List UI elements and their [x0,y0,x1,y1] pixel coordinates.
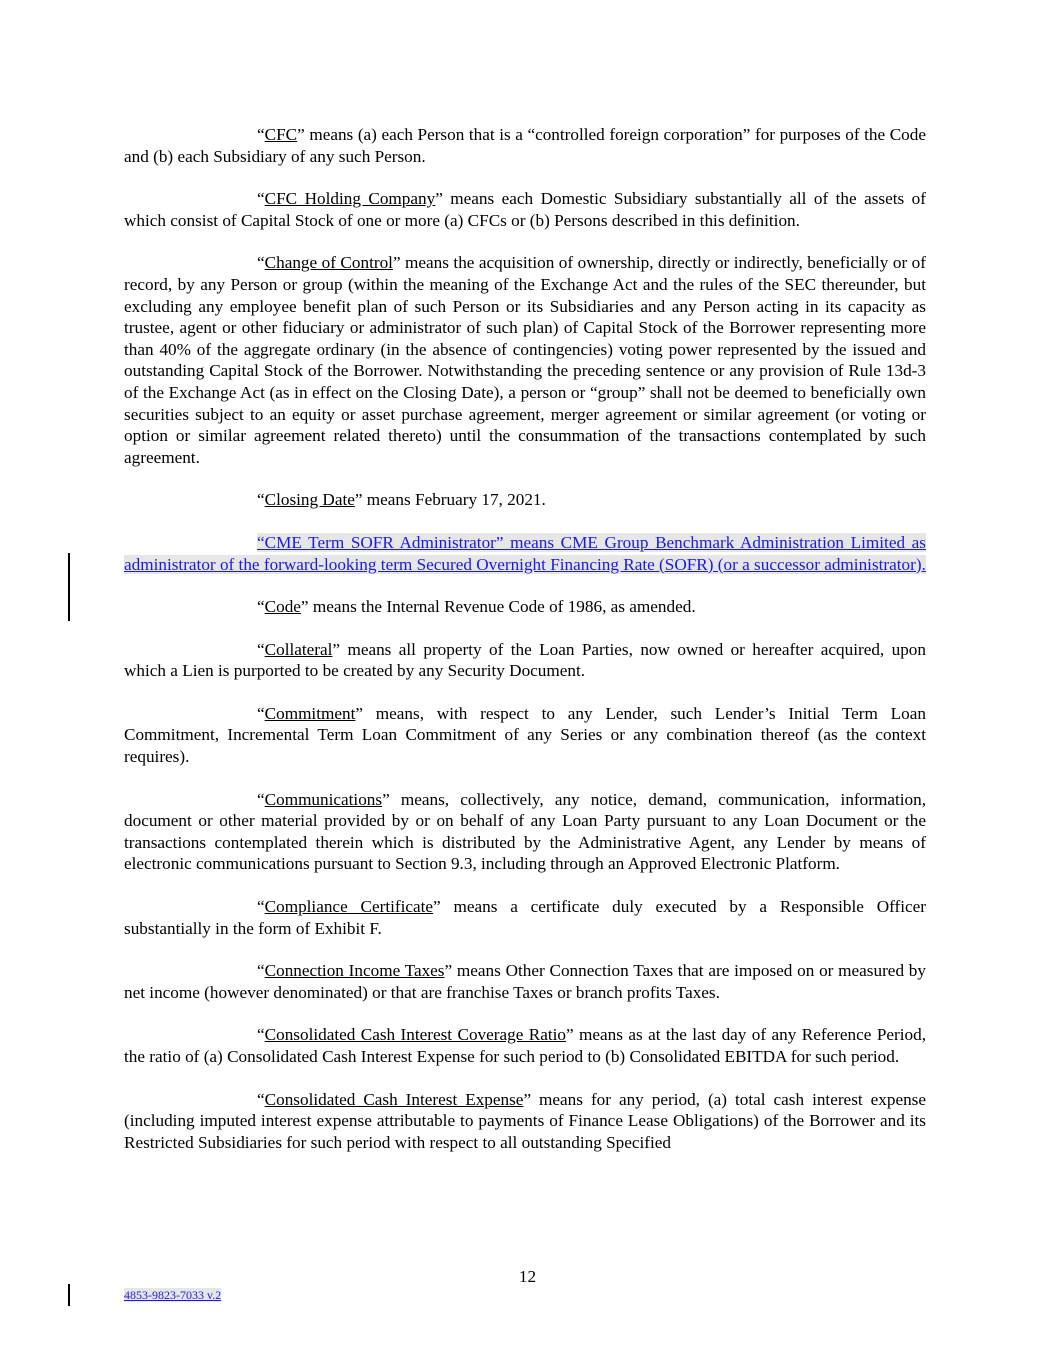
change-bar-cme-definition [68,553,70,621]
definition-text: ” means February 17, 2021. [354,490,546,510]
definition-communications [124,789,926,875]
open-quote: “ [257,490,265,510]
definition-code [124,596,926,618]
change-bar-doc-id [68,1284,70,1306]
definition-text: ” means the acquisition of ownership, directly or indirectly, beneficially or of record, by any Person or group (within the meaning of the Exchange Act and the rules of the SEC thereunder, but excluding any employee benefit plan of such Person or its Subsidiaries and any Person acting in its capacity as trustee, agent or other fiduciary or administrator of such plan) of Capital Stock of the Borrower representing more than 40% of the aggregate ordinary (in the absence of contingencies) voting power represented by the issued and outstanding Capital Stock of the Borrower. Notwithstanding the preceding sentence or any provision of Rule 13d-3 of the Exchange Act (as in effect on the Closing Date), a person or “group” shall not be deemed to beneficially own securities subject to an equity or asset purchase agreement, merger agreement or similar agreement (or voting or option or similar agreement related thereto) until the consummation of the transactions contemplated by such agreement. [124,253,926,467]
definition-text: ” means, with respect to any Lender, such Lender’s Initial Term Loan Commitment, Incremental Term Loan Commitment of any Series or any combination thereof (as the context requires). [124,703,926,767]
open-quote: “ [257,1025,265,1045]
definition-text: ” means, collectively, any notice, demand, communication, information, document or other material provided by or on behalf of any Loan Party pursuant to any Loan Document or the transactions contemplated therein which is distributed by the Administrative Agent, any Lender by means of electronic communications pursuant to Section 9.3, including through an Approved Electronic Platform. [124,789,926,874]
open-quote: “ [257,703,265,723]
defined-term: Consolidated Cash Interest Expense [264,1089,524,1109]
definition-text: ” means all property of the Loan Parties, now owned or hereafter acquired, upon which a Lien is purported to be created by any Security Document. [124,639,926,681]
defined-term: Closing Date [264,490,355,510]
definition-compliance-certificate [124,896,926,939]
definition-text: ” means (a) each Person that is a “controlled foreign corporation” for purposes of the Code and (b) each Subsidiary of any such Person. [124,125,926,166]
open-quote: “ [257,961,265,981]
definition-cfc [124,124,926,167]
definition-cfc-holding-company [124,188,926,231]
definition-text: ” means for any period, (a) total cash interest expense (including imputed interest expense attributable to payments of Finance Lease Obligations) of the Borrower and its Restricted Subsidiaries for such period with respect to all outstanding Specified [124,1089,926,1152]
defined-term: Code [264,597,301,617]
open-quote: “ [257,639,265,659]
definition-text: ” means as at the last day of any Reference Period, the ratio of (a) Consolidated Cash Interest Expense for such period to (b) Consolidated EBITDA for such period. [124,1025,926,1066]
definition-connection-income-taxes [124,960,926,1003]
open-quote: “ [257,253,265,273]
definition-collateral [124,639,926,682]
open-quote: “ [257,1089,265,1109]
definitions-section [124,124,926,1174]
definition-text: ” means each Domestic Subsidiary substantially all of the assets of which consist of Capital Stock of one or more (a) CFCs or (b) Persons described in this definition. [124,189,926,230]
defined-term: CFC [264,125,298,144]
definition-commitment [124,703,926,768]
open-quote: “ [257,125,265,144]
page-number: 12 [518,1267,537,1286]
definition-text: ” means the Internal Revenue Code of 1986, as amended. [300,597,696,617]
defined-term: Commitment [264,703,356,723]
definition-consolidated-cash-interest-expense [124,1089,926,1154]
document-id: 4853-9823-7033 v.2 [124,1288,222,1302]
definition-text: ” means Other Connection Taxes that are imposed on or measured by net income (however denominated) or that are franchise Taxes or branch profits Taxes. [124,961,926,1002]
open-quote: “ [257,897,265,917]
definition-consolidated-cash-interest-coverage-ratio [124,1024,926,1067]
defined-term: Change of Control [264,253,393,273]
open-quote: “ [257,789,265,809]
defined-term: Consolidated Cash Interest Coverage Ratio [264,1025,566,1045]
defined-term: CFC Holding Company [264,189,436,209]
open-quote: “ [257,597,265,617]
defined-term: Communications [264,789,383,809]
open-quote: “ [257,189,265,209]
definition-change-of-control [124,252,926,468]
defined-term: Connection Income Taxes [264,961,445,981]
defined-term: Collateral [264,639,333,659]
definition-closing-date [124,489,926,511]
definition-text: ” means a certificate duly executed by a Responsible Officer substantially in the form of Exhibit F. [124,897,927,938]
definition-cme-term-sofr-administrator [124,532,926,575]
inserted-revision-text: “CME Term SOFR Administrator” means CME Group Benchmark Administration Limited as administrator of the forward-looking term Secured Overnight Financing Rate (SOFR) (or a successor administrator). [124,532,926,574]
defined-term: Compliance Certificate [264,897,434,917]
